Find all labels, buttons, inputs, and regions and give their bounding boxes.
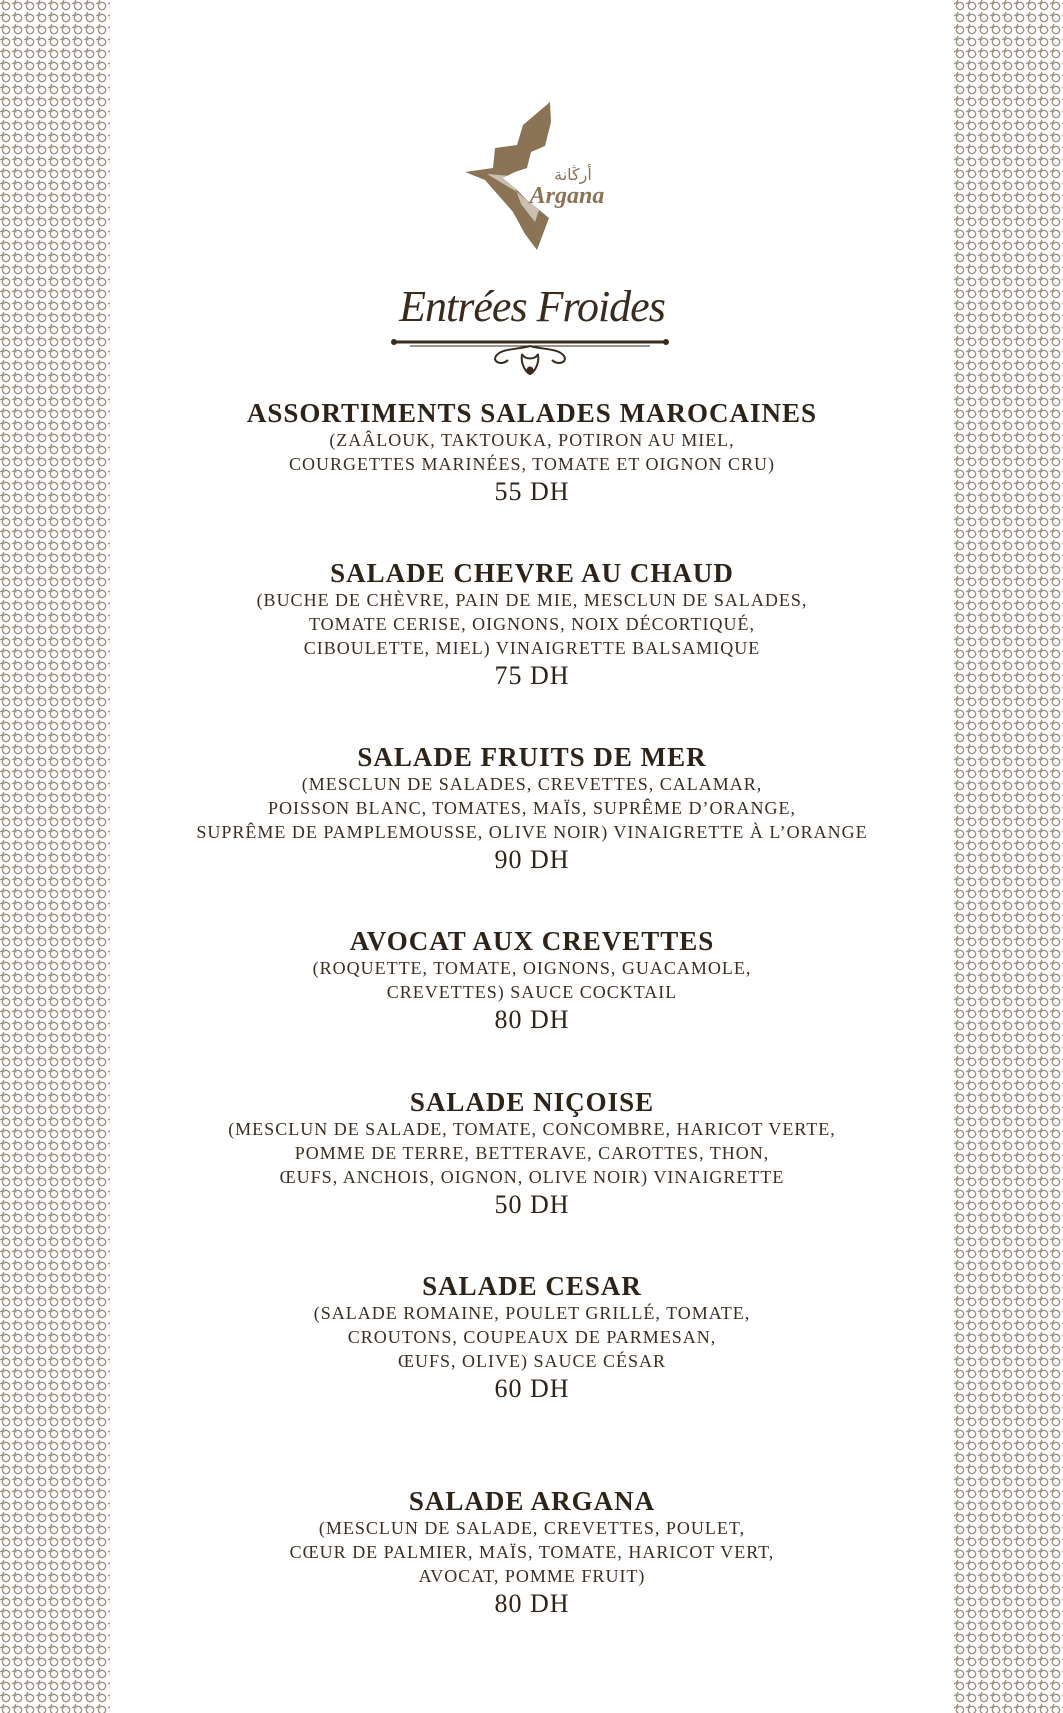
item-name: AVOCAT AUX CREVETTES bbox=[349, 926, 715, 956]
item-description-line: (MESCLUN DE SALADE, CREVETTES, POULET, bbox=[318, 1518, 746, 1538]
item-description bbox=[110, 428, 954, 476]
item-price: 80 DH bbox=[494, 1005, 570, 1034]
item-description-line: AVOCAT, POMME FRUIT) bbox=[418, 1566, 646, 1586]
item-description-line: ŒUFS, OLIVE) SAUCE CÉSAR bbox=[397, 1351, 667, 1371]
item-description bbox=[110, 772, 954, 844]
item-price: 75 DH bbox=[494, 661, 570, 690]
item-description-line: CIBOULETTE, MIEL) VINAIGRETTE BALSAMIQUE bbox=[303, 638, 761, 658]
item-name: SALADE FRUITS DE MER bbox=[357, 742, 707, 772]
item-description-line: TOMATE CERISE, OIGNONS, NOIX DÉCORTIQUÉ, bbox=[308, 614, 756, 634]
item-description-line: (ROQUETTE, TOMATE, OIGNONS, GUACAMOLE, bbox=[312, 958, 752, 978]
item-description-line: (MESCLUN DE SALADES, CREVETTES, CALAMAR, bbox=[301, 774, 763, 794]
item-price: 55 DH bbox=[494, 477, 570, 506]
item-description-line: COURGETTES MARINÉES, TOMATE ET OIGNON CRU) bbox=[288, 454, 775, 474]
item-name: SALADE CESAR bbox=[422, 1271, 642, 1301]
item-description-line: (MESCLUN DE SALADE, TOMATE, CONCOMBRE, HARICOT VERTE, bbox=[228, 1119, 836, 1139]
right-pattern-border bbox=[954, 0, 1063, 1713]
item-description bbox=[110, 1516, 954, 1588]
item-description-line: (BUCHE DE CHÈVRE, PAIN DE MIE, MESCLUN DE SALADES, bbox=[256, 590, 808, 610]
menu-item bbox=[110, 1087, 954, 1221]
item-description-line: (ZAÂLOUK, TAKTOUKA, POTIRON AU MIEL, bbox=[329, 430, 735, 450]
logo-arabic: أرڭانة bbox=[554, 165, 592, 184]
item-description bbox=[110, 1301, 954, 1373]
item-description-line: POISSON BLANC, TOMATES, MAÏS, SUPRÊME D’ORANGE, bbox=[268, 798, 796, 818]
item-description-line: SUPRÊME DE PAMPLEMOUSSE, OLIVE NOIR) VINAIGRETTE À L’ORANGE bbox=[196, 822, 868, 842]
item-description-line: CROUTONS, COUPEAUX DE PARMESAN, bbox=[347, 1327, 717, 1347]
menu-item bbox=[110, 558, 954, 692]
item-description-line: ŒUFS, ANCHOIS, OIGNON, OLIVE NOIR) VINAIGRETTE bbox=[279, 1167, 785, 1187]
menu-page bbox=[110, 0, 954, 1713]
argana-logo bbox=[455, 100, 615, 255]
item-price: 80 DH bbox=[494, 1589, 570, 1618]
ornamental-divider bbox=[390, 330, 670, 380]
logo-wordmark: Argana bbox=[529, 183, 605, 209]
item-name: SALADE ARGANA bbox=[408, 1486, 656, 1516]
item-name: SALADE NIÇOISE bbox=[409, 1087, 655, 1117]
item-description bbox=[110, 1117, 954, 1189]
item-name: SALADE CHEVRE AU CHAUD bbox=[330, 558, 734, 588]
menu-item bbox=[110, 1486, 954, 1620]
item-description bbox=[110, 956, 954, 1004]
menu-item bbox=[110, 1271, 954, 1405]
item-price: 90 DH bbox=[494, 845, 570, 874]
item-price: 60 DH bbox=[494, 1374, 570, 1403]
menu-item bbox=[110, 398, 954, 508]
item-description bbox=[110, 588, 954, 660]
menu-item bbox=[110, 742, 954, 876]
item-description-line: CREVETTES) SAUCE COCKTAIL bbox=[386, 982, 678, 1002]
item-price: 50 DH bbox=[494, 1190, 570, 1219]
item-description-line: POMME DE TERRE, BETTERAVE, CAROTTES, THON, bbox=[294, 1143, 770, 1163]
item-name: ASSORTIMENTS SALADES MAROCAINES bbox=[246, 398, 818, 428]
item-description-line: (SALADE ROMAINE, POULET GRILLÉ, TOMATE, bbox=[313, 1303, 751, 1323]
item-description-line: CŒUR DE PALMIER, MAÏS, TOMATE, HARICOT VERT, bbox=[289, 1542, 775, 1562]
left-pattern-border bbox=[0, 0, 110, 1713]
menu-item bbox=[110, 926, 954, 1036]
section-title-text: Entrées Froides bbox=[399, 282, 665, 331]
